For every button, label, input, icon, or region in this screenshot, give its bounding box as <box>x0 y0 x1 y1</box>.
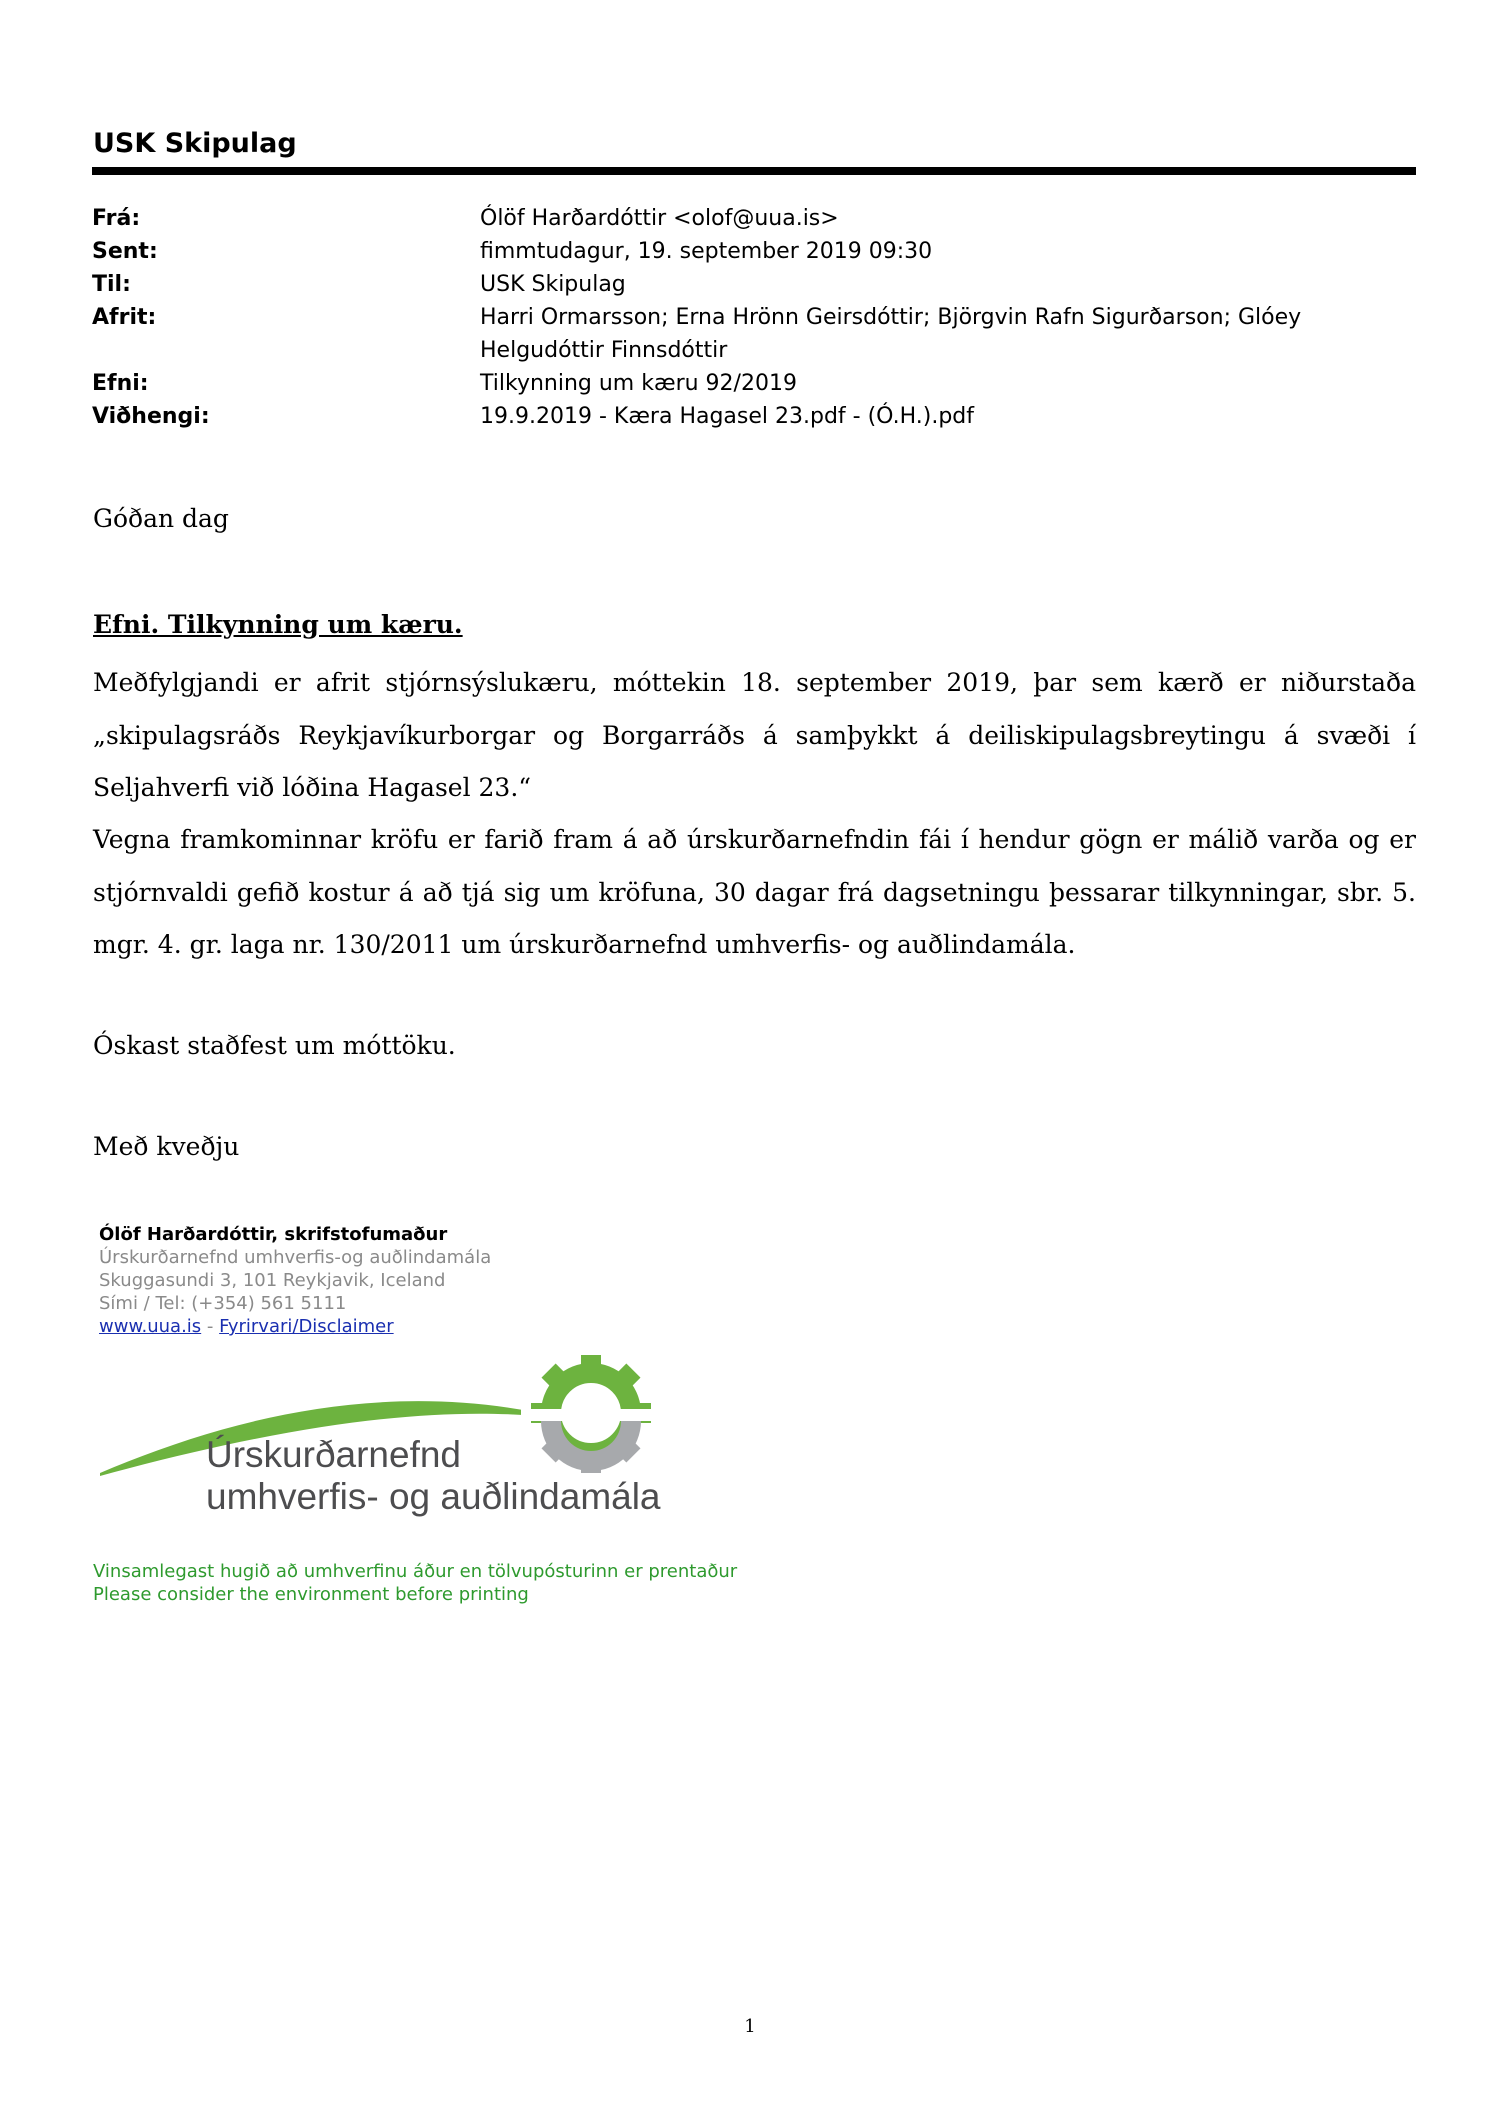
attachment-row <box>92 400 1422 433</box>
logo-text-line2: umhverfis- og auðlindamála <box>206 1476 661 1517</box>
attachment-label: Viðhengi: <box>92 404 210 429</box>
subject-value: Tilkynning um kæru 92/2019 <box>480 371 797 396</box>
link-separator: - <box>201 1316 220 1337</box>
environment-note <box>93 1560 737 1606</box>
header-rule <box>92 167 1416 175</box>
signature-name: Ólöf Harðardóttir, skrifstofumaður <box>99 1224 448 1245</box>
confirm-request: Óskast staðfest um móttöku. <box>93 1031 456 1060</box>
signature-block <box>99 1223 491 1338</box>
cc-value: Harri Ormarsson; Erna Hrönn Geirsdóttir; Björgvin Rafn Sigurðarson; Glóey Helgudóttir Finnsdóttir <box>480 305 1302 363</box>
to-label: Til: <box>92 272 131 297</box>
cc-row <box>92 301 1422 367</box>
body-subject: Efni. Tilkynning um kæru. <box>93 610 463 639</box>
page-number: 1 <box>744 2016 756 2037</box>
cc-label: Afrit: <box>92 305 157 330</box>
gear-icon <box>521 1355 661 1473</box>
signature-org: Úrskurðarnefnd umhverfis-og auðlindamála <box>99 1247 492 1268</box>
sent-row <box>92 235 1422 268</box>
from-value: Ólöf Harðardóttir <olof@uua.is> <box>480 206 839 231</box>
body-paragraph-1: Meðfylgjandi er afrit stjórnsýslukæru, móttekin 18. september 2019, þar sem kærð er niðurstaða „skipulagsráðs Reykjavíkurborgar og Borgarráðs á samþykkt á deiliskipulagsbreytingu á svæði í Seljahverfi við lóðina Hagasel 23.“ <box>93 668 1416 802</box>
signature-address: Skuggasundi 3, 101 Reykjavik, Iceland <box>99 1270 446 1291</box>
from-row <box>92 202 1422 235</box>
organization-logo <box>96 1355 696 1530</box>
signature-phone: Sími / Tel: (+354) 561 5111 <box>99 1293 347 1314</box>
to-row <box>92 268 1422 301</box>
signature-links <box>99 1315 491 1338</box>
sent-value: fimmtudagur, 19. september 2019 09:30 <box>480 239 933 264</box>
body-paragraph-2: Vegna framkominnar kröfu er farið fram á að úrskurðarnefndin fái í hendur gögn er málið varða og er stjórnvaldi gefið kostur á að tjá sig um kröfuna, 30 dagar frá dagsetningu þessarar tilkynningar, sbr. 5. mgr. 4. gr. laga nr. 130/2011 um úrskurðarnefnd umhverfis- og auðlindamála. <box>93 825 1416 959</box>
logo-text-line1: Úrskurðarnefnd <box>206 1434 462 1475</box>
subject-label: Efni: <box>92 371 149 396</box>
environment-note-en: Please consider the environment before printing <box>93 1584 529 1605</box>
attachment-value[interactable]: 19.9.2019 - Kæra Hagasel 23.pdf - (Ó.H.).pdf <box>480 404 975 429</box>
greeting: Góðan dag <box>93 504 229 533</box>
from-label: Frá: <box>92 206 141 231</box>
environment-note-is: Vinsamlegast hugið að umhverfinu áður en tölvupósturinn er prentaður <box>93 1561 738 1582</box>
disclaimer-link[interactable]: Fyrirvari/Disclaimer <box>219 1316 394 1337</box>
mailbox-title: USK Skipulag <box>93 128 297 159</box>
email-header-fields <box>92 202 1422 433</box>
sent-label: Sent: <box>92 239 158 264</box>
subject-row <box>92 367 1422 400</box>
closing: Með kveðju <box>93 1132 240 1161</box>
website-link[interactable]: www.uua.is <box>99 1316 202 1337</box>
to-value: USK Skipulag <box>480 272 626 297</box>
